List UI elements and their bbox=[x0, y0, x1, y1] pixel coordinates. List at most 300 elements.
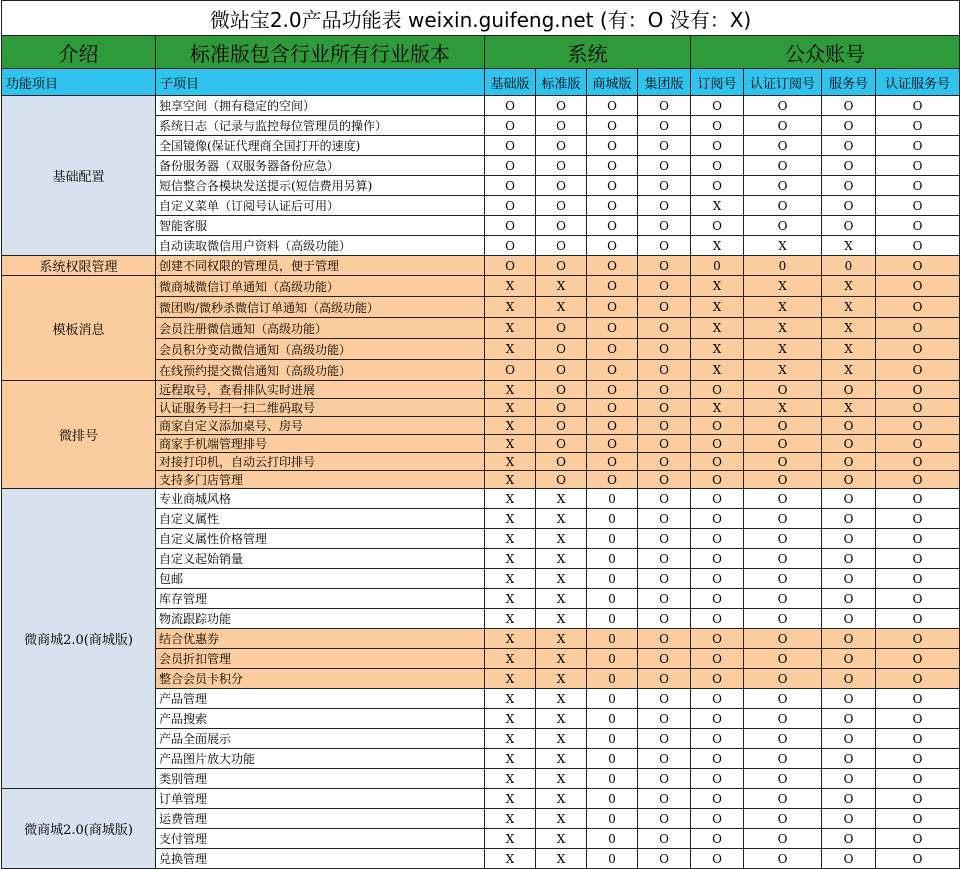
availability-mark: 0 bbox=[587, 589, 638, 609]
availability-mark: O bbox=[822, 381, 876, 399]
subheader-standard: 标准版 bbox=[536, 69, 587, 96]
availability-mark: X bbox=[536, 609, 587, 629]
category-cell: 系统权限管理 bbox=[2, 256, 156, 276]
availability-mark: O bbox=[744, 669, 822, 689]
availability-mark: X bbox=[485, 689, 536, 709]
table-title: 微站宝2.0产品功能表 weixin.guifeng.net (有：O 没有：X) bbox=[2, 1, 960, 36]
availability-mark: O bbox=[691, 489, 744, 509]
availability-mark: O bbox=[744, 589, 822, 609]
availability-mark: O bbox=[536, 339, 587, 360]
availability-mark: O bbox=[638, 549, 691, 569]
availability-mark: X bbox=[536, 509, 587, 529]
subitem-name: 产品图片放大功能 bbox=[156, 749, 485, 769]
subitem-name: 订单管理 bbox=[156, 789, 485, 809]
subitem-name: 包邮 bbox=[156, 569, 485, 589]
availability-mark: X bbox=[744, 297, 822, 318]
availability-mark: O bbox=[876, 96, 960, 116]
availability-mark: O bbox=[638, 729, 691, 749]
availability-mark: O bbox=[638, 360, 691, 381]
availability-mark: O bbox=[744, 176, 822, 196]
availability-mark: X bbox=[485, 381, 536, 399]
availability-mark: O bbox=[587, 435, 638, 453]
table-row bbox=[2, 256, 960, 276]
availability-mark: O bbox=[876, 417, 960, 435]
availability-mark: O bbox=[638, 629, 691, 649]
availability-mark: O bbox=[744, 96, 822, 116]
availability-mark: O bbox=[744, 216, 822, 236]
availability-mark: O bbox=[876, 769, 960, 789]
availability-mark: X bbox=[485, 729, 536, 749]
availability-mark: O bbox=[638, 789, 691, 809]
availability-mark: O bbox=[485, 360, 536, 381]
availability-mark: O bbox=[744, 729, 822, 749]
availability-mark: O bbox=[587, 297, 638, 318]
availability-mark: O bbox=[536, 360, 587, 381]
availability-mark: O bbox=[822, 453, 876, 471]
availability-mark: O bbox=[691, 417, 744, 435]
availability-mark: O bbox=[876, 549, 960, 569]
availability-mark: 0 bbox=[587, 549, 638, 569]
subitem-name: 在线预约提交微信通知（高级功能） bbox=[156, 360, 485, 381]
subheader-verified-service: 认证服务号 bbox=[876, 69, 960, 96]
availability-mark: O bbox=[876, 729, 960, 749]
availability-mark: O bbox=[638, 435, 691, 453]
availability-mark: X bbox=[691, 318, 744, 339]
subitem-name: 结合优惠券 bbox=[156, 629, 485, 649]
availability-mark: X bbox=[691, 276, 744, 297]
availability-mark: O bbox=[638, 339, 691, 360]
header-public-account: 公众账号 bbox=[691, 36, 960, 69]
availability-mark: O bbox=[485, 256, 536, 276]
availability-mark: O bbox=[587, 156, 638, 176]
availability-mark: O bbox=[638, 216, 691, 236]
subitem-name: 自定义属性 bbox=[156, 509, 485, 529]
availability-mark: O bbox=[876, 749, 960, 769]
availability-mark: O bbox=[744, 569, 822, 589]
availability-mark: O bbox=[638, 136, 691, 156]
availability-mark: X bbox=[485, 749, 536, 769]
availability-mark: O bbox=[485, 176, 536, 196]
availability-mark: O bbox=[822, 549, 876, 569]
availability-mark: O bbox=[638, 569, 691, 589]
header-standard-versions: 标准版包含行业所有行业版本 bbox=[156, 36, 485, 69]
availability-mark: O bbox=[822, 509, 876, 529]
availability-mark: O bbox=[744, 689, 822, 709]
availability-mark: O bbox=[638, 417, 691, 435]
availability-mark: O bbox=[587, 216, 638, 236]
availability-mark: 0 bbox=[744, 256, 822, 276]
availability-mark: O bbox=[638, 196, 691, 216]
feature-table bbox=[1, 0, 960, 869]
availability-mark: X bbox=[485, 471, 536, 489]
table-row bbox=[2, 381, 960, 399]
availability-mark: O bbox=[587, 318, 638, 339]
availability-mark: O bbox=[876, 156, 960, 176]
availability-mark: O bbox=[587, 96, 638, 116]
availability-mark: O bbox=[485, 96, 536, 116]
availability-mark: O bbox=[744, 609, 822, 629]
availability-mark: O bbox=[536, 318, 587, 339]
availability-mark: O bbox=[744, 417, 822, 435]
availability-mark: O bbox=[638, 689, 691, 709]
availability-mark: O bbox=[744, 549, 822, 569]
subheader-group: 集团版 bbox=[638, 69, 691, 96]
subitem-name: 会员积分变动微信通知（高级功能） bbox=[156, 339, 485, 360]
availability-mark: O bbox=[638, 769, 691, 789]
availability-mark: X bbox=[485, 489, 536, 509]
availability-mark: O bbox=[876, 471, 960, 489]
availability-mark: X bbox=[691, 196, 744, 216]
availability-mark: O bbox=[822, 96, 876, 116]
category-cell: 微商城2.0(商城版) bbox=[2, 489, 156, 789]
availability-mark: O bbox=[744, 829, 822, 849]
availability-mark: X bbox=[822, 360, 876, 381]
subitem-name: 专业商城风格 bbox=[156, 489, 485, 509]
availability-mark: O bbox=[638, 849, 691, 869]
availability-mark: O bbox=[638, 96, 691, 116]
table-row bbox=[2, 276, 960, 297]
availability-mark: O bbox=[587, 176, 638, 196]
availability-mark: O bbox=[485, 136, 536, 156]
title-row bbox=[2, 1, 960, 36]
availability-mark: O bbox=[587, 276, 638, 297]
availability-mark: O bbox=[822, 136, 876, 156]
availability-mark: O bbox=[876, 136, 960, 156]
availability-mark: O bbox=[744, 649, 822, 669]
subitem-name: 产品全面展示 bbox=[156, 729, 485, 749]
subitem-name: 支持多门店管理 bbox=[156, 471, 485, 489]
availability-mark: O bbox=[822, 789, 876, 809]
availability-mark: O bbox=[822, 569, 876, 589]
availability-mark: 0 bbox=[587, 509, 638, 529]
availability-mark: O bbox=[876, 689, 960, 709]
availability-mark: O bbox=[638, 609, 691, 629]
availability-mark: O bbox=[587, 360, 638, 381]
availability-mark: O bbox=[822, 729, 876, 749]
availability-mark: X bbox=[485, 435, 536, 453]
subheader-row bbox=[2, 69, 960, 96]
availability-mark: O bbox=[638, 589, 691, 609]
availability-mark: O bbox=[876, 589, 960, 609]
availability-mark: X bbox=[536, 297, 587, 318]
subitem-name: 运费管理 bbox=[156, 809, 485, 829]
availability-mark: O bbox=[536, 471, 587, 489]
subitem-name: 微团购/微秒杀微信订单通知（高级功能） bbox=[156, 297, 485, 318]
availability-mark: 0 bbox=[691, 256, 744, 276]
availability-mark: O bbox=[691, 689, 744, 709]
availability-mark: O bbox=[587, 236, 638, 256]
availability-mark: O bbox=[485, 116, 536, 136]
subitem-name: 备份服务器（双服务器备份应急） bbox=[156, 156, 485, 176]
subheader-basic: 基础版 bbox=[485, 69, 536, 96]
header-row bbox=[2, 36, 960, 69]
subitem-name: 远程取号，查看排队实时进展 bbox=[156, 381, 485, 399]
availability-mark: O bbox=[638, 116, 691, 136]
availability-mark: O bbox=[587, 256, 638, 276]
availability-mark: O bbox=[587, 381, 638, 399]
subitem-name: 认证服务号扫一扫二维码取号 bbox=[156, 399, 485, 417]
availability-mark: O bbox=[638, 297, 691, 318]
availability-mark: O bbox=[876, 276, 960, 297]
availability-mark: X bbox=[744, 276, 822, 297]
availability-mark: O bbox=[822, 116, 876, 136]
subitem-name: 系统日志（记录与监控每位管理员的操作） bbox=[156, 116, 485, 136]
availability-mark: X bbox=[744, 318, 822, 339]
availability-mark: O bbox=[744, 769, 822, 789]
availability-mark: X bbox=[485, 339, 536, 360]
table-row bbox=[2, 789, 960, 809]
availability-mark: O bbox=[876, 669, 960, 689]
availability-mark: X bbox=[485, 829, 536, 849]
availability-mark: O bbox=[744, 156, 822, 176]
availability-mark: O bbox=[536, 196, 587, 216]
category-cell: 模板消息 bbox=[2, 276, 156, 381]
availability-mark: O bbox=[638, 749, 691, 769]
availability-mark: O bbox=[536, 381, 587, 399]
availability-mark: 0 bbox=[587, 789, 638, 809]
availability-mark: O bbox=[587, 136, 638, 156]
availability-mark: O bbox=[691, 729, 744, 749]
availability-mark: X bbox=[536, 809, 587, 829]
subitem-name: 独享空间（拥有稳定的空间） bbox=[156, 96, 485, 116]
availability-mark: X bbox=[485, 669, 536, 689]
availability-mark: X bbox=[536, 589, 587, 609]
subitem-name: 对接打印机，自动云打印排号 bbox=[156, 453, 485, 471]
availability-mark: O bbox=[691, 609, 744, 629]
subheader-service: 服务号 bbox=[822, 69, 876, 96]
availability-mark: X bbox=[485, 549, 536, 569]
subitem-name: 产品管理 bbox=[156, 689, 485, 709]
availability-mark: X bbox=[744, 339, 822, 360]
availability-mark: O bbox=[876, 116, 960, 136]
availability-mark: X bbox=[485, 509, 536, 529]
availability-mark: O bbox=[876, 339, 960, 360]
availability-mark: O bbox=[691, 769, 744, 789]
availability-mark: O bbox=[536, 176, 587, 196]
availability-mark: 0 bbox=[822, 256, 876, 276]
availability-mark: O bbox=[638, 453, 691, 471]
subitem-name: 微商城微信订单通知（高级功能） bbox=[156, 276, 485, 297]
subitem-name: 支付管理 bbox=[156, 829, 485, 849]
availability-mark: O bbox=[691, 471, 744, 489]
availability-mark: X bbox=[485, 318, 536, 339]
availability-mark: X bbox=[485, 789, 536, 809]
availability-mark: O bbox=[638, 236, 691, 256]
availability-mark: 0 bbox=[587, 489, 638, 509]
availability-mark: X bbox=[536, 729, 587, 749]
availability-mark: O bbox=[876, 829, 960, 849]
availability-mark: X bbox=[744, 360, 822, 381]
availability-mark: 0 bbox=[587, 529, 638, 549]
availability-mark: O bbox=[587, 471, 638, 489]
availability-mark: O bbox=[536, 417, 587, 435]
availability-mark: O bbox=[744, 629, 822, 649]
availability-mark: O bbox=[822, 689, 876, 709]
availability-mark: X bbox=[822, 399, 876, 417]
availability-mark: O bbox=[638, 829, 691, 849]
availability-mark: O bbox=[638, 156, 691, 176]
availability-mark: O bbox=[876, 236, 960, 256]
availability-mark: O bbox=[876, 709, 960, 729]
availability-mark: O bbox=[691, 509, 744, 529]
availability-mark: O bbox=[822, 649, 876, 669]
availability-mark: O bbox=[876, 569, 960, 589]
availability-mark: 0 bbox=[587, 729, 638, 749]
availability-mark: O bbox=[876, 216, 960, 236]
availability-mark: O bbox=[691, 829, 744, 849]
availability-mark: O bbox=[638, 276, 691, 297]
category-cell: 微商城2.0(商城版) bbox=[2, 789, 156, 869]
availability-mark: O bbox=[876, 489, 960, 509]
availability-mark: O bbox=[876, 509, 960, 529]
availability-mark: O bbox=[876, 809, 960, 829]
availability-mark: O bbox=[536, 96, 587, 116]
header-system: 系统 bbox=[485, 36, 691, 69]
availability-mark: O bbox=[638, 176, 691, 196]
availability-mark: O bbox=[536, 156, 587, 176]
availability-mark: O bbox=[822, 749, 876, 769]
availability-mark: 0 bbox=[587, 749, 638, 769]
availability-mark: O bbox=[691, 116, 744, 136]
subitem-name: 产品搜索 bbox=[156, 709, 485, 729]
availability-mark: O bbox=[876, 435, 960, 453]
availability-mark: X bbox=[485, 809, 536, 829]
availability-mark: O bbox=[876, 399, 960, 417]
availability-mark: 0 bbox=[587, 709, 638, 729]
availability-mark: X bbox=[691, 360, 744, 381]
category-cell: 基础配置 bbox=[2, 96, 156, 256]
availability-mark: 0 bbox=[587, 649, 638, 669]
subitem-name: 库存管理 bbox=[156, 589, 485, 609]
availability-mark: X bbox=[485, 297, 536, 318]
availability-mark: O bbox=[691, 136, 744, 156]
availability-mark: O bbox=[691, 176, 744, 196]
availability-mark: O bbox=[744, 116, 822, 136]
availability-mark: X bbox=[536, 849, 587, 869]
availability-mark: O bbox=[822, 609, 876, 629]
availability-mark: O bbox=[536, 453, 587, 471]
availability-mark: O bbox=[638, 709, 691, 729]
availability-mark: X bbox=[485, 569, 536, 589]
availability-mark: O bbox=[691, 216, 744, 236]
availability-mark: O bbox=[822, 629, 876, 649]
availability-mark: X bbox=[691, 399, 744, 417]
availability-mark: O bbox=[876, 176, 960, 196]
availability-mark: 0 bbox=[587, 629, 638, 649]
availability-mark: X bbox=[536, 629, 587, 649]
subitem-name: 自定义菜单（订阅号认证后可用） bbox=[156, 196, 485, 216]
availability-mark: O bbox=[485, 196, 536, 216]
availability-mark: O bbox=[691, 569, 744, 589]
availability-mark: O bbox=[822, 589, 876, 609]
availability-mark: X bbox=[744, 236, 822, 256]
availability-mark: X bbox=[822, 339, 876, 360]
availability-mark: O bbox=[822, 196, 876, 216]
availability-mark: X bbox=[485, 649, 536, 669]
subheader-feature: 功能项目 bbox=[2, 69, 156, 96]
availability-mark: O bbox=[744, 381, 822, 399]
availability-mark: 0 bbox=[587, 609, 638, 629]
availability-mark: O bbox=[638, 399, 691, 417]
availability-mark: O bbox=[638, 649, 691, 669]
availability-mark: 0 bbox=[587, 809, 638, 829]
subheader-verified-subscription: 认证订阅号 bbox=[744, 69, 822, 96]
availability-mark: O bbox=[822, 669, 876, 689]
availability-mark: O bbox=[536, 216, 587, 236]
availability-mark: O bbox=[744, 453, 822, 471]
availability-mark: O bbox=[485, 236, 536, 256]
availability-mark: O bbox=[691, 809, 744, 829]
subitem-name: 创建不同权限的管理员，便于管理 bbox=[156, 256, 485, 276]
availability-mark: O bbox=[691, 453, 744, 471]
subitem-name: 类别管理 bbox=[156, 769, 485, 789]
availability-mark: X bbox=[485, 529, 536, 549]
availability-mark: O bbox=[876, 360, 960, 381]
availability-mark: O bbox=[691, 589, 744, 609]
availability-mark: X bbox=[485, 417, 536, 435]
availability-mark: O bbox=[744, 709, 822, 729]
availability-mark: 0 bbox=[587, 569, 638, 589]
availability-mark: X bbox=[536, 669, 587, 689]
availability-mark: O bbox=[744, 509, 822, 529]
availability-mark: O bbox=[876, 381, 960, 399]
availability-mark: O bbox=[822, 471, 876, 489]
availability-mark: O bbox=[691, 649, 744, 669]
availability-mark: X bbox=[536, 749, 587, 769]
table-row bbox=[2, 489, 960, 509]
availability-mark: X bbox=[536, 276, 587, 297]
availability-mark: O bbox=[876, 196, 960, 216]
availability-mark: O bbox=[822, 529, 876, 549]
availability-mark: X bbox=[536, 649, 587, 669]
availability-mark: O bbox=[876, 649, 960, 669]
availability-mark: O bbox=[876, 256, 960, 276]
availability-mark: 0 bbox=[587, 669, 638, 689]
subitem-name: 自定义起始销量 bbox=[156, 549, 485, 569]
availability-mark: O bbox=[822, 216, 876, 236]
availability-mark: O bbox=[822, 829, 876, 849]
availability-mark: X bbox=[822, 236, 876, 256]
availability-mark: X bbox=[536, 569, 587, 589]
availability-mark: O bbox=[744, 849, 822, 869]
availability-mark: 0 bbox=[587, 769, 638, 789]
availability-mark: O bbox=[822, 435, 876, 453]
availability-mark: O bbox=[822, 809, 876, 829]
availability-mark: O bbox=[876, 789, 960, 809]
availability-mark: O bbox=[587, 453, 638, 471]
availability-mark: O bbox=[876, 318, 960, 339]
availability-mark: O bbox=[587, 399, 638, 417]
availability-mark: O bbox=[638, 509, 691, 529]
availability-mark: O bbox=[691, 789, 744, 809]
availability-mark: O bbox=[638, 318, 691, 339]
availability-mark: O bbox=[638, 381, 691, 399]
availability-mark: O bbox=[822, 417, 876, 435]
availability-mark: O bbox=[822, 156, 876, 176]
availability-mark: O bbox=[638, 809, 691, 829]
availability-mark: O bbox=[744, 749, 822, 769]
availability-mark: O bbox=[876, 629, 960, 649]
subheader-subitem: 子项目 bbox=[156, 69, 485, 96]
availability-mark: O bbox=[587, 196, 638, 216]
availability-mark: O bbox=[638, 471, 691, 489]
availability-mark: O bbox=[876, 609, 960, 629]
availability-mark: O bbox=[744, 529, 822, 549]
availability-mark: O bbox=[691, 435, 744, 453]
availability-mark: O bbox=[822, 709, 876, 729]
availability-mark: O bbox=[744, 435, 822, 453]
availability-mark: O bbox=[691, 96, 744, 116]
